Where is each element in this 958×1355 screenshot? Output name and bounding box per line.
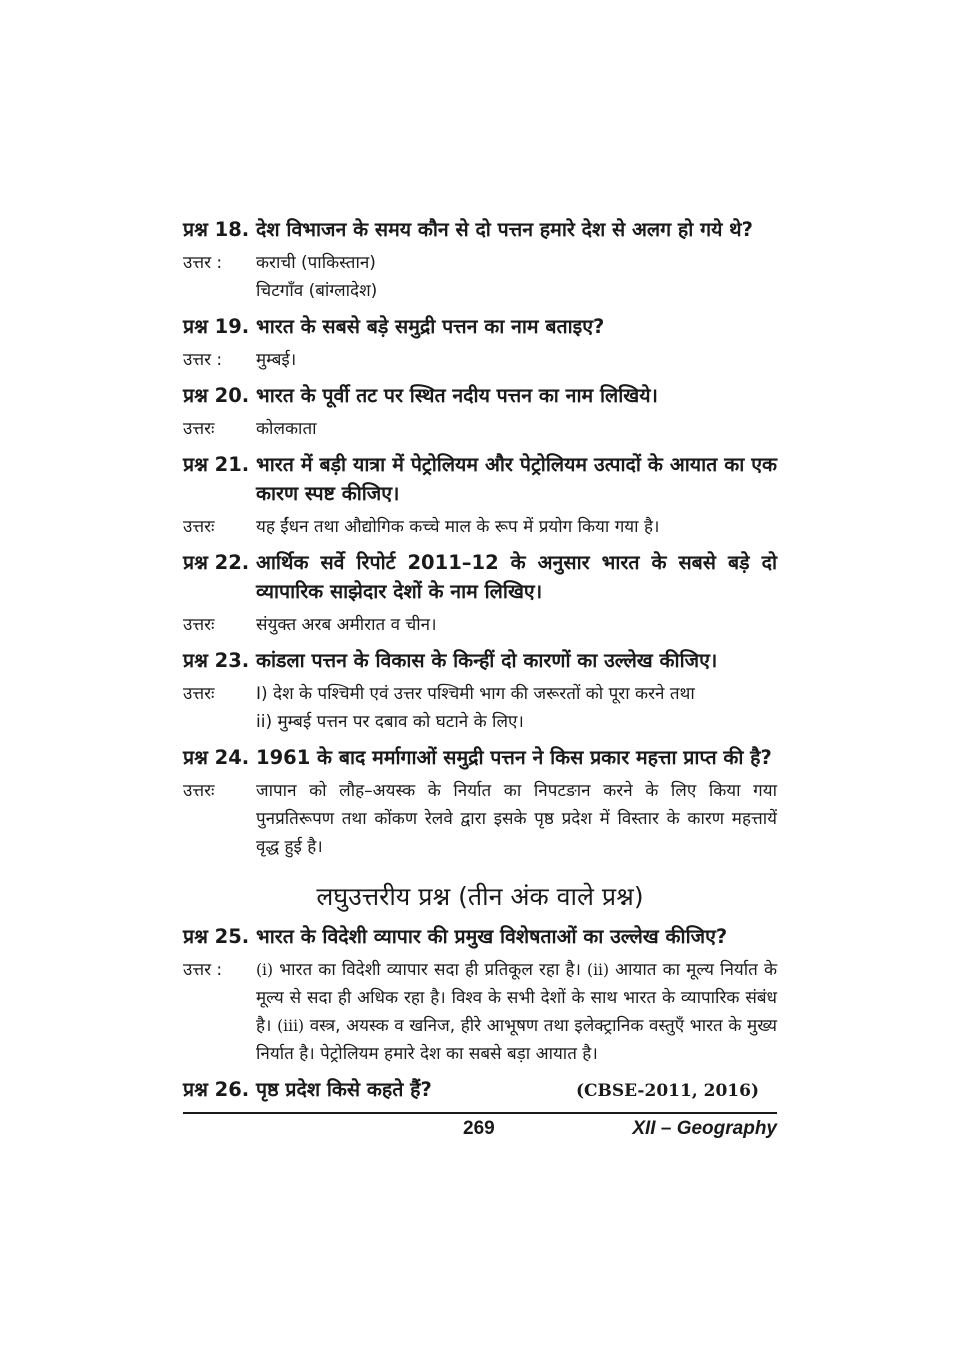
part-text: आयात का मूल्य निर्यात के मूल्य से सदा ही अधिक रहा है। विश्व के सभी देशों के साथ भारत के व्यापारिक संबंध है। — [256, 960, 778, 1036]
question-label: प्रश्न 19. — [183, 315, 250, 338]
answer-label: उत्तरः — [183, 419, 215, 439]
answer-label: उत्तरः — [183, 615, 215, 635]
answer-label: उत्तर : — [183, 253, 223, 273]
question-text: देश विभाजन के समय कौन से दो पत्तन हमारे देश से अलग हो गये थे? — [256, 218, 753, 241]
question-label: प्रश्न 20. — [183, 384, 250, 407]
answer-18 — [183, 249, 777, 305]
question-25 — [183, 922, 777, 951]
question-text: 1961 के बाद मर्मागाओं समुद्री पत्तन ने किस प्रकार महत्ता प्राप्त की है? — [256, 746, 772, 769]
question-label: प्रश्न 25. — [183, 925, 250, 948]
question-text: कांडला पत्तन के विकास के किन्हीं दो कारणों का उल्लेख कीजिए। — [256, 649, 718, 672]
question-label: प्रश्न 26. — [183, 1078, 250, 1101]
answer-line: यह ईंधन तथा औद्योगिक कच्चे माल के रूप में प्रयोग किया गया है। — [256, 517, 660, 537]
answer-line: चिटगाँव (बांग्लादेश) — [256, 281, 378, 301]
answer-line: कराची (पाकिस्तान) — [256, 253, 376, 273]
answer-line: जापान को लौह–अयस्क के निर्यात का निपटङान करने के लिए किया गया पुनप्रतिरूपण तथा कोंकण रेलवे द्वारा इसके पृष्ठ प्रदेश में विस्तार के कारण महत्तायें वृद्ध हुई है। — [256, 781, 777, 857]
question-text: आर्थिक सर्वे रिपोर्ट 2011–12 के अनुसार भारत के सबसे बड़े दो व्यापारिक साझेदार देशों के नाम लिखिए। — [256, 551, 777, 603]
question-21 — [183, 450, 777, 508]
exam-reference: (CBSE-2011, 2016) — [575, 1081, 759, 1101]
answer-21 — [183, 513, 777, 541]
answer-label: उत्तर : — [183, 350, 223, 370]
question-20 — [183, 381, 777, 410]
answer-line: कोलकाता — [256, 419, 317, 439]
page-footer — [183, 1118, 777, 1140]
question-24 — [183, 743, 777, 772]
part-roman: (ii) — [587, 961, 610, 979]
question-label: प्रश्न 18. — [183, 218, 250, 241]
answer-line: ii) मुम्बई पत्तन पर दबाव को घटाने के लिए। — [256, 712, 524, 732]
part-text: वस्त्र, अयस्क व खनिज, हीरे आभूषण तथा इलेक्ट्रानिक वस्तुएँ भारत के मुख्य निर्यात है। पेट्रोलियम हमारे देश का सबसे बड़ा आयात है। — [256, 1016, 778, 1064]
part-roman: (i) — [256, 961, 274, 979]
question-18 — [183, 215, 777, 244]
answer-label: उत्तरः — [183, 517, 215, 537]
answer-line: संयुक्त अरब अमीरात व चीन। — [256, 615, 437, 635]
question-text: भारत के सबसे बड़े समुद्री पत्तन का नाम बताइए? — [256, 315, 605, 338]
answer-24 — [183, 777, 777, 861]
question-text: भारत के विदेशी व्यापार की प्रमुख विशेषताओं का उल्लेख कीजिए? — [256, 925, 728, 948]
document-page — [183, 208, 777, 1140]
question-label: प्रश्न 22. — [183, 551, 250, 574]
question-text: भारत में बड़ी यात्रा में पेट्रोलियम और पेट्रोलियम उत्पादों के आयात का एक कारण स्पष्ट कीजिए। — [256, 453, 777, 505]
answer-19 — [183, 346, 777, 374]
question-19 — [183, 312, 777, 341]
answer-line: I) देश के पश्चिमी एवं उत्तर पश्चिमी भाग की जरूरतों को पूरा करने तथा — [256, 684, 695, 704]
question-22 — [183, 548, 777, 606]
question-26 — [183, 1075, 777, 1106]
answer-label: उत्तर : — [183, 960, 223, 980]
question-text: पृष्ठ प्रदेश किसे कहते हैं? — [256, 1078, 432, 1101]
question-23 — [183, 646, 777, 675]
part-roman: (iii) — [277, 1017, 305, 1035]
answer-23 — [183, 680, 777, 736]
answer-20 — [183, 415, 777, 443]
question-text: भारत के पूर्वी तट पर स्थित नदीय पत्तन का नाम लिखिये। — [256, 384, 658, 407]
subject-label: XII – Geography — [632, 1118, 777, 1139]
question-label: प्रश्न 21. — [183, 453, 250, 476]
answer-label: उत्तरः — [183, 684, 215, 704]
page-number: 269 — [463, 1118, 495, 1139]
footer-divider — [183, 1112, 777, 1114]
question-label: प्रश्न 24. — [183, 746, 250, 769]
answer-label: उत्तरः — [183, 781, 215, 801]
section-heading: लघुउत्तरीय प्रश्न (तीन अंक वाले प्रश्न) — [316, 882, 644, 911]
answer-22 — [183, 611, 777, 639]
answer-25 — [183, 956, 777, 1068]
answer-line: मुम्बई। — [256, 350, 297, 370]
part-text: भारत का विदेशी व्यापार सदा ही प्रतिकूल रहा है। — [279, 960, 581, 980]
question-label: प्रश्न 23. — [183, 649, 250, 672]
